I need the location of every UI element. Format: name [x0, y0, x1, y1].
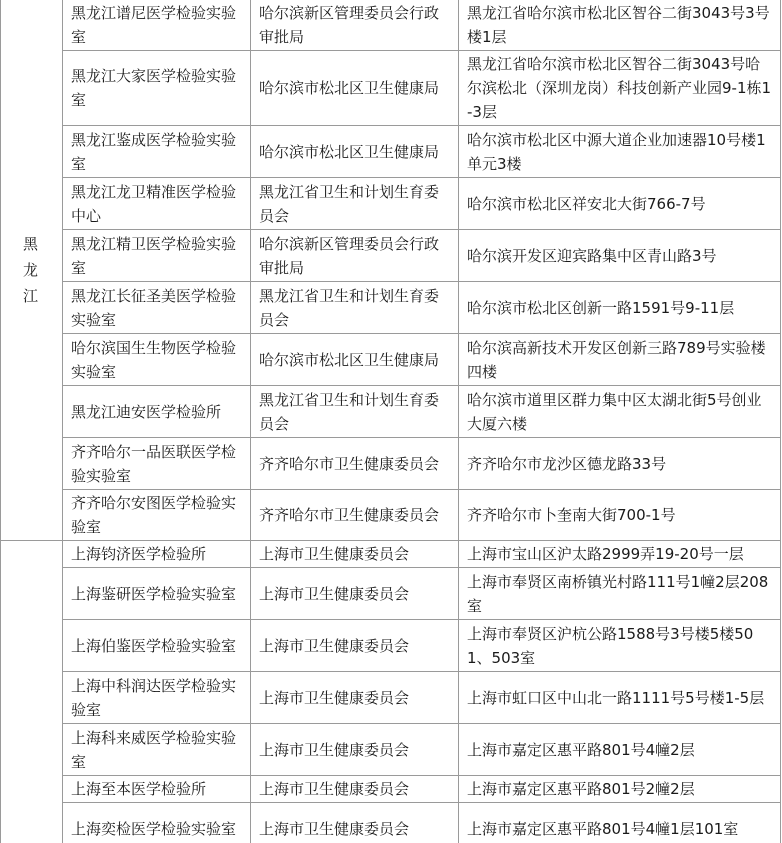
address-cell: 黑龙江省哈尔滨市松北区智谷二街3043号哈尔滨松北（深圳龙岗）科技创新产业园9-1栋1-3层 — [459, 51, 781, 126]
province-label: 黑 龙 江 — [22, 234, 42, 305]
address-cell: 齐齐哈尔市卜奎南大街700-1号 — [459, 490, 781, 541]
table-row — [1, 178, 781, 230]
table-row — [1, 490, 781, 541]
approver-cell: 齐齐哈尔市卫生健康委员会 — [251, 490, 459, 541]
lab-name-cell: 上海奕检医学检验实验室 — [63, 803, 251, 843]
approver-cell: 上海市卫生健康委员会 — [251, 568, 459, 620]
approver-cell: 哈尔滨市松北区卫生健康局 — [251, 334, 459, 386]
lab-name-cell: 上海中科润达医学检验实验室 — [63, 672, 251, 724]
table-row — [1, 386, 781, 438]
approver-cell: 哈尔滨市松北区卫生健康局 — [251, 51, 459, 126]
table-row — [1, 51, 781, 126]
table-row — [1, 672, 781, 724]
lab-name-cell: 上海科来威医学检验实验室 — [63, 724, 251, 776]
lab-name-cell: 哈尔滨国生生物医学检验实验室 — [63, 334, 251, 386]
table-row — [1, 438, 781, 490]
approver-cell: 哈尔滨新区管理委员会行政审批局 — [251, 230, 459, 282]
province-cell — [1, 541, 63, 843]
address-cell: 哈尔滨市松北区祥安北大街766-7号 — [459, 178, 781, 230]
address-cell: 齐齐哈尔市龙沙区德龙路33号 — [459, 438, 781, 490]
approver-cell: 上海市卫生健康委员会 — [251, 620, 459, 672]
address-cell: 上海市奉贤区沪杭公路1588号3号楼5楼501、503室 — [459, 620, 781, 672]
address-cell: 黑龙江省哈尔滨市松北区智谷二街3043号3号楼1层 — [459, 0, 781, 51]
table-row — [1, 282, 781, 334]
lab-name-cell: 黑龙江长征圣美医学检验实验室 — [63, 282, 251, 334]
table-row — [1, 541, 781, 568]
lab-name-cell: 黑龙江迪安医学检验所 — [63, 386, 251, 438]
table-row — [1, 776, 781, 803]
approver-cell: 哈尔滨新区管理委员会行政审批局 — [251, 0, 459, 51]
address-cell: 哈尔滨高新技术开发区创新三路789号实验楼四楼 — [459, 334, 781, 386]
address-cell: 哈尔滨市道里区群力集中区太湖北街5号创业大厦六楼 — [459, 386, 781, 438]
lab-name-cell: 黑龙江精卫医学检验实验室 — [63, 230, 251, 282]
approver-cell: 黑龙江省卫生和计划生育委员会 — [251, 386, 459, 438]
lab-name-cell: 上海伯鉴医学检验实验室 — [63, 620, 251, 672]
lab-name-cell: 上海鉴研医学检验实验室 — [63, 568, 251, 620]
table-row — [1, 620, 781, 672]
address-cell: 哈尔滨市松北区创新一路1591号9-11层 — [459, 282, 781, 334]
address-cell: 上海市奉贤区南桥镇光村路111号1幢2层208室 — [459, 568, 781, 620]
address-cell: 哈尔滨开发区迎宾路集中区青山路3号 — [459, 230, 781, 282]
lab-name-cell: 黑龙江大家医学检验实验室 — [63, 51, 251, 126]
approver-cell: 上海市卫生健康委员会 — [251, 803, 459, 843]
lab-name-cell: 齐齐哈尔安图医学检验实验室 — [63, 490, 251, 541]
approver-cell: 上海市卫生健康委员会 — [251, 541, 459, 568]
approver-cell: 哈尔滨市松北区卫生健康局 — [251, 126, 459, 178]
table-row — [1, 334, 781, 386]
lab-name-cell: 黑龙江鉴成医学检验实验室 — [63, 126, 251, 178]
approver-cell: 黑龙江省卫生和计划生育委员会 — [251, 282, 459, 334]
lab-name-cell: 上海至本医学检验所 — [63, 776, 251, 803]
table-row — [1, 803, 781, 843]
table-row — [1, 126, 781, 178]
approver-cell: 上海市卫生健康委员会 — [251, 776, 459, 803]
table-body — [1, 0, 781, 843]
lab-name-cell: 黑龙江谱尼医学检验实验室 — [63, 0, 251, 51]
lab-name-cell: 上海钧济医学检验所 — [63, 541, 251, 568]
approver-cell: 上海市卫生健康委员会 — [251, 724, 459, 776]
approver-cell: 黑龙江省卫生和计划生育委员会 — [251, 178, 459, 230]
address-cell: 上海市嘉定区惠平路801号4幢1层101室 — [459, 803, 781, 843]
table-row — [1, 230, 781, 282]
address-cell: 上海市嘉定区惠平路801号2幢2层 — [459, 776, 781, 803]
approver-cell: 齐齐哈尔市卫生健康委员会 — [251, 438, 459, 490]
province-cell — [1, 0, 63, 541]
lab-name-cell: 黑龙江龙卫精准医学检验中心 — [63, 178, 251, 230]
table-row — [1, 724, 781, 776]
lab-name-cell: 齐齐哈尔一品医联医学检验实验室 — [63, 438, 251, 490]
approver-cell: 上海市卫生健康委员会 — [251, 672, 459, 724]
address-cell: 上海市嘉定区惠平路801号4幢2层 — [459, 724, 781, 776]
table-row — [1, 568, 781, 620]
address-cell: 上海市宝山区沪太路2999弄19-20号一层 — [459, 541, 781, 568]
table-row — [1, 0, 781, 51]
address-cell: 哈尔滨市松北区中源大道企业加速器10号楼1单元3楼 — [459, 126, 781, 178]
address-cell: 上海市虹口区中山北一路1111号5号楼1-5层 — [459, 672, 781, 724]
